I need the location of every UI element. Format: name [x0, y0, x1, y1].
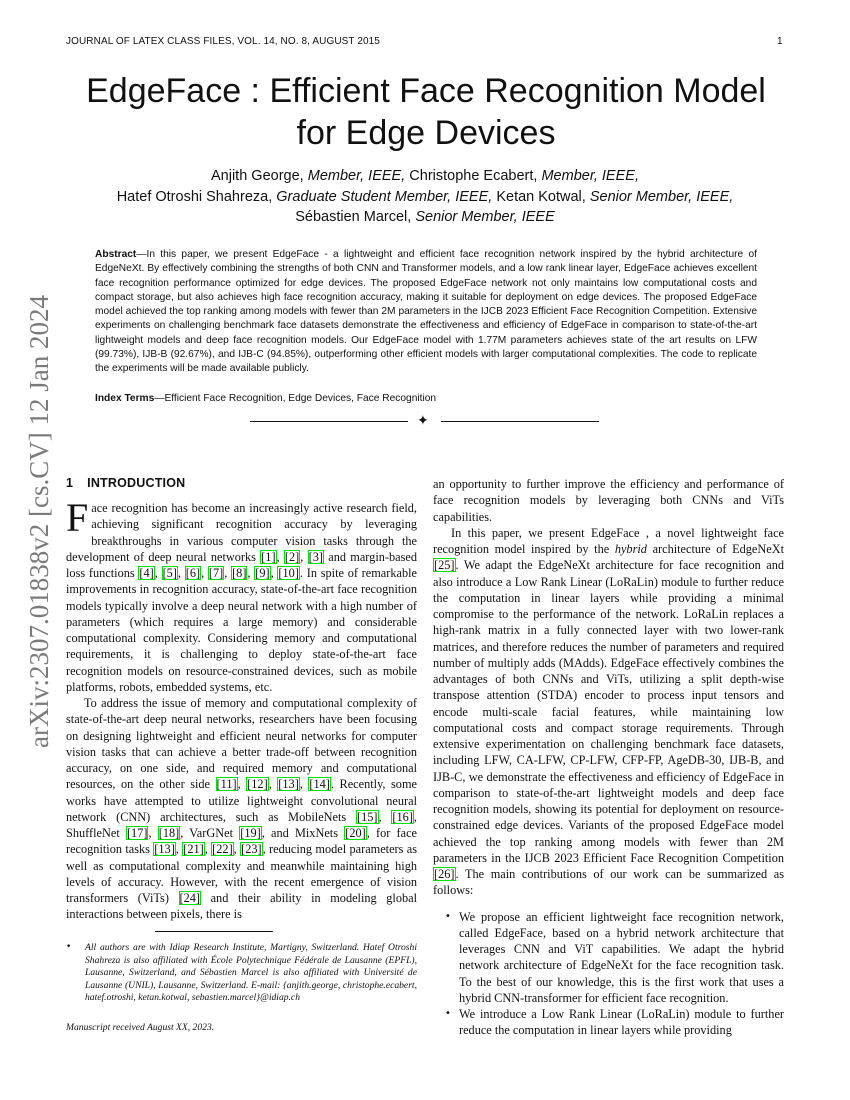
citation-link[interactable]: [25]: [434, 558, 455, 573]
emphasis-text: hybrid: [614, 542, 647, 556]
citation-link[interactable]: [15]: [357, 809, 378, 824]
citation-link[interactable]: [6]: [185, 566, 201, 580]
contribution-item: • We introduce a Low Rank Linear (LoRaLin) module to further reduce the computation in linear layers while providing: [459, 1006, 784, 1039]
text-run: and margin-based loss functions: [66, 549, 417, 580]
citation-link[interactable]: [26]: [434, 867, 455, 881]
text-run: , ShuffleNet: [66, 809, 417, 840]
drop-cap: F: [66, 495, 89, 540]
left-column: [66, 495, 418, 923]
author-name: Ketan Kotwal,: [496, 188, 586, 205]
footnote-bullet-icon: •: [66, 942, 72, 952]
intro-paragraph-4: [433, 525, 784, 899]
separator-diamond-icon: ✦: [417, 413, 429, 429]
footnote-rule: [155, 931, 273, 932]
citation-link[interactable]: [19]: [240, 826, 261, 840]
author-line-2: [66, 187, 784, 208]
citation-link[interactable]: [9]: [255, 566, 270, 580]
citation-link[interactable]: [2]: [284, 549, 300, 564]
author-name: Anjith George,: [211, 168, 304, 184]
citation-link[interactable]: [18]: [158, 826, 180, 840]
intro-paragraph-3: an opportunity to further improve the efficiency and performance of face recognition models by leveraging both CNNs and ViTs capabilities.: [433, 477, 784, 524]
text-run: ace recognition has become an increasingly active research field, achieving significant recognition accuracy by leveraging breakthroughs in various computer vision tasks through the development of deep neural networks: [66, 501, 417, 564]
text-run: , and MixNets: [261, 826, 345, 840]
author-affiliation: Graduate Student Member, IEEE,: [276, 188, 493, 205]
citation-link[interactable]: [1]: [261, 549, 276, 564]
running-header: JOURNAL OF LATEX CLASS FILES, VOL. 14, NO. 8, AUGUST 2015: [66, 36, 380, 47]
author-name: Sébastien Marcel,: [295, 209, 412, 225]
author-affiliation: Member, IEEE,: [541, 168, 639, 184]
intro-paragraph-2: To address the issue of memory and computational complexity of state-of-the-art deep neural networks, researchers have been focusing on designing lightweight and efficient neural networks for computer vision tasks that can achieve a better trade-off between recognition accuracy, on one side, and required memory and computational resources, on the other side [11], [12], [13], [14]. Recently, some works have attempted to utilize lightweight convolutional neural network (CNN) architectures, such as MobileNets [15], [16], ShuffleNet [17], [18], VarGNet [19], and MixNets [20], for face recognition tasks [13], [21], [22], [23], reducing model parameters as well as computational complexity and meanwhile maintaining high levels of accuracy. However, with the recent emergence of vision transformers (ViTs) [24] and their ability in modeling global interactions between pixels, there is: [66, 696, 418, 922]
contribution-item: • We propose an efficient lightweight face recognition network, called EdgeFace, based on a hybrid network architecture that leverages CNN and ViT capabilities. We adapt the hybrid network architecture of EdgeNeXt for the face recognition task. To the best of our knowledge, this is the first work that uses a hybrid CNN-transformer for efficient face recognition.: [459, 909, 784, 1007]
text-run: . The main contributions of our work can be summarized as follows:: [433, 867, 784, 898]
text-run: . Recently, some works have attempted to utilize lightweight convolutional neural network (CNN) architectures, such as MobileNets: [66, 777, 417, 824]
text-run: , for face recognition tasks: [66, 826, 418, 857]
text-run: , reducing model parameters as well as computational complexity and meanwhile maintaining high levels of accuracy. However, with the recent emergence of vision transformers (ViTs): [66, 842, 418, 905]
abstract: [95, 248, 757, 377]
author-name: Hatef Otroshi Shahreza,: [116, 188, 273, 205]
text-run: . We adapt the EdgeNeXt architecture for face recognition and also introduce a Low Rank Linear (LoRaLin) module to further reduce the computation in linear layers while providing a minimal compromise to the performance of the network. LoRaLin replaces a high-rank matrix in a fully connected layer with two lower-rank matrices, and therefore reduces the number of parameters and required number of multiply adds (MAdds). EdgeFace effectively combines the advantages of both CNNs and ViTs, utilizing a split depth-wise transpose attention (STDA) encoder to process input tensors and encode multi-scale facial features, while maintaining low computational costs and compact storage requirements. Through extensive experimentation on challenging benchmark face datasets, including LFW, CA-LFW, CP-LFW, CFP-FP, AgeDB-30, IJB-B, and IJB-C, we demonstrate the effectiveness and efficiency of EdgeFace in comparison to state-of-the-art lightweight models and deep face recognition models, showing its potential for deployment on resource-constrained edge devices. Variants of the proposed EdgeFace model achieved the top ranking among models with fewer than 2M parameters in the IJCB 2023 Efficient Face Recognition Competition: [433, 558, 784, 865]
citation-link[interactable]: [14]: [309, 777, 330, 792]
separator-rule-left: [250, 421, 408, 422]
citation-link[interactable]: [17]: [126, 826, 148, 840]
citation-link[interactable]: [3]: [308, 549, 323, 564]
index-terms: [95, 392, 757, 406]
author-name: Christophe Ecabert,: [409, 168, 538, 184]
author-block: [66, 166, 784, 228]
index-terms-label: Index Terms: [95, 393, 155, 404]
section-title: INTRODUCTION: [87, 476, 186, 490]
citation-link[interactable]: [13]: [154, 842, 175, 857]
author-line-1: [66, 166, 784, 187]
text-run: , VarGNet: [180, 826, 240, 840]
citation-link[interactable]: [16]: [392, 809, 413, 824]
page-number: 1: [777, 36, 783, 47]
text-run: . In spite of remarkable improvements in recognition accuracy, state-of-the-art face recognition models typically involve a deep neural network with a high number of parameters (which requires a large memory) and considerable computational complexity. Considering memory and computational requirements, it is challenging to deploy state-of-the-art face recognition models on resource-constrained devices, such as mobile platforms, robots, embedded systems, etc.: [66, 566, 417, 694]
manuscript-note: Manuscript received August XX, 2023.: [66, 1022, 215, 1033]
author-affiliation: Member, IEEE,: [307, 168, 406, 184]
index-terms-text: —Efficient Face Recognition, Edge Devices, Face Recognition: [154, 393, 437, 404]
arxiv-stamp: arXiv:2307.01838v2 [cs.CV] 12 Jan 2024: [24, 295, 54, 748]
author-affiliation: Senior Member, IEEE: [415, 209, 555, 225]
abstract-text: —In this paper, we present EdgeFace - a lightweight and efficient face recognition network inspired by the hybrid architecture of EdgeNeXt. By effectively combining the strengths of both CNN and Transformer models, and a low rank linear layer, EdgeFace achieves excellent face recognition performance optimized for edge devices. The proposed EdgeFace network not only maintains low computational costs and compact storage, but also achieves high face recognition accuracy, making it suitable for deployment on edge devices. The proposed EdgeFace model achieved the top ranking among models with fewer than 2M parameters in the IJCB 2023 Efficient Face Recognition Competition. Extensive experiments on challenging benchmark face datasets demonstrate the effectiveness and efficiency of EdgeFace in comparison to state-of-the-art lightweight models and deep face recognition models. Our EdgeFace model with 1.77M parameters achieves state of the art results on LFW (99.73%), IJB-B (92.67%), and IJB-C (94.85%), outperforming other efficient models with larger computational complexities. The code to replicate the experiments will be made available publicly.: [95, 249, 757, 375]
citation-link[interactable]: [12]: [247, 777, 268, 792]
text-run: and their ability in modeling global interactions between pixels, there is: [66, 891, 418, 922]
right-column: [433, 476, 784, 1039]
citation-link[interactable]: [7]: [208, 566, 224, 580]
citation-link[interactable]: [13]: [278, 777, 299, 792]
separator-rule-right: [441, 421, 599, 422]
citation-link[interactable]: [5]: [162, 566, 177, 580]
affiliation-footnote: All authors are with Idiap Research Institute, Martigny, Switzerland. Hatef Otroshi Shahreza is also affiliated with École Polytechnique Fédérale de Lausanne (EPFL), Lausanne, Switzerland, and Sébastien Marcel is also affiliated with Université de Lausanne (UNIL), Lausanne, Switzerland. E-mail: {anjith.george, christophe.ecabert, hatef.otroshi, ketan.kotwal, sebastien.marcel}@idiap.ch: [85, 942, 417, 1003]
citation-link[interactable]: [24]: [179, 891, 201, 905]
citation-link[interactable]: [23]: [241, 842, 262, 857]
text-run: In this paper, we present EdgeFace , a novel lightweight face recognition model inspired by the: [433, 525, 784, 556]
abstract-label: Abstract: [95, 249, 137, 260]
citation-link[interactable]: [20]: [345, 826, 366, 840]
text-run: To address the issue of memory and computational complexity of state-of-the-art deep neural networks, researchers have been focusing on designing lightweight and efficient neural networks for computer vision tasks that can achieve a better trade-off between recognition accuracy, on one side, and required memory and computational resources, on the other side: [66, 696, 417, 792]
paper-title: EdgeFace : Efficient Face Recognition Model for Edge Devices: [86, 72, 766, 152]
citation-link[interactable]: [21]: [183, 842, 204, 857]
citation-link[interactable]: [4]: [139, 566, 154, 580]
citation-link[interactable]: [22]: [212, 842, 233, 857]
contribution-list: [433, 909, 784, 1039]
section-number: 1: [66, 476, 74, 490]
author-line-3: [66, 207, 784, 228]
author-affiliation: Senior Member, IEEE,: [589, 188, 734, 205]
citation-link[interactable]: [10]: [278, 566, 299, 580]
intro-paragraph-1: Face recognition has become an increasingly active research field, achieving significant recognition accuracy by leveraging breakthroughs in various computer vision tasks through the development of deep neural networks [1], [2], [3] and margin-based loss functions [4], [5], [6], [7], [8], [9], [10]. In spite of remarkable improvements in recognition accuracy, state-of-the-art face recognition models typically involve a deep neural network with a high number of parameters (which requires a large memory) and considerable computational complexity. Considering memory and computational requirements, it is challenging to deploy state-of-the-art face recognition models on resource-constrained devices, such as mobile platforms, robots, embedded systems, etc.: [66, 495, 417, 694]
text-run: architecture of EdgeNeXt: [646, 542, 784, 556]
section-heading: [66, 476, 185, 490]
citation-link[interactable]: [8]: [232, 566, 247, 580]
citation-link[interactable]: [11]: [216, 777, 237, 792]
